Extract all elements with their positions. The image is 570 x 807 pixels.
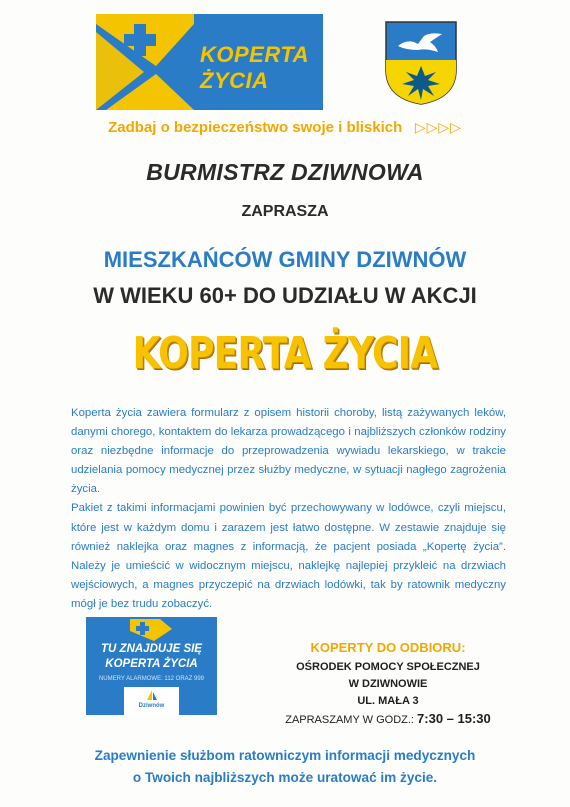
sticker-line1: TU ZNAJDUJE SIĘ [101,643,202,655]
logo-line1: KOPERTA [200,42,310,67]
hours-label: ZAPRASZAMY W GODZ.: [285,714,414,726]
seagull-coat-of-arms-icon [384,20,458,106]
footer-line2: o Twoich najbliższych może uratować im życie. [132,770,438,785]
footer [0,745,570,789]
arrows-icon: ▷▷▷▷ [414,119,462,135]
heading-mayor: BURMISTRZ DZIWNOWA [146,159,424,185]
heading-residents: MIESZKAŃCÓW GMINY DZIWNÓW [103,247,467,272]
sticker-line2: KOPERTA ŻYCIA [105,658,198,670]
tagline [0,119,570,136]
footer-line1: Zapewnienie służbom ratowniczym informacji medycznych [94,748,476,763]
body-paragraph-1: Koperta życia zawiera formularz z opisem historii choroby, listą zażywanych leków, danymi chorego, kontaktem do lekarza prowadzącego i najbliższych członków rodziny oraz niezbędne informacje do przeprowadzenia wywiadu lekarskiego, w trakcie udzielania pomocy medycznej przez służby medyczne, w sytuacji nagłego zagrożenia życia. [71,407,506,496]
pickup-info [268,640,508,726]
heading-age: W WIEKU 60+ DO UDZIAŁU W AKCJI [93,283,477,308]
body-paragraph-2: Pakiet z takimi informacjami powinien być przechowywany w lodówce, czyli miejscu, które jest w każdym domu i zarazem jest łatwo dostępne. W zestawie znajduje się również naklejka oraz magnes z informacją, że pacjent posiada „Kopertę życia”. Należy je umieścić w widocznym miejscu, naklejkę najlepiej przykleić na drzwiach wejściowych, a magnes przyczepić na drzwiach lodówki, tak by ratownik medyczny mógł je bez trudu zobaczyć. [71,502,506,610]
sailboat-icon [146,690,158,702]
sticker-numbers: NUMERY ALARMOWE: 112 ORAZ 999 [98,676,205,682]
sticker-town: Dziwnów [138,703,165,709]
logo-title [200,42,309,94]
pickup-title: KOPERTY DO ODBIORU: [310,640,466,655]
pickup-line2: W DZIWNOWIE [348,678,428,690]
koperta-zycia-logo [96,14,323,110]
pickup-line3: UL. MAŁA 3 [357,695,419,707]
logo-line2: ŻYCIA [200,68,269,93]
sticker-town-logo [124,687,179,715]
pickup-hours [268,711,508,726]
heading-invites: ZAPRASZA [241,203,329,220]
hours-value: 7:30 – 15:30 [417,711,491,726]
sticker-image [86,617,217,715]
body-text [71,404,506,614]
envelope-cross-icon [130,619,172,641]
pickup-line1: OŚRODEK POMOCY SPOŁECZNEJ [296,661,480,673]
tagline-text: Zadbaj o bezpieczeństwo swoje i bliskich [108,119,403,136]
campaign-title: KOPERTA ŻYCIA [132,328,438,379]
